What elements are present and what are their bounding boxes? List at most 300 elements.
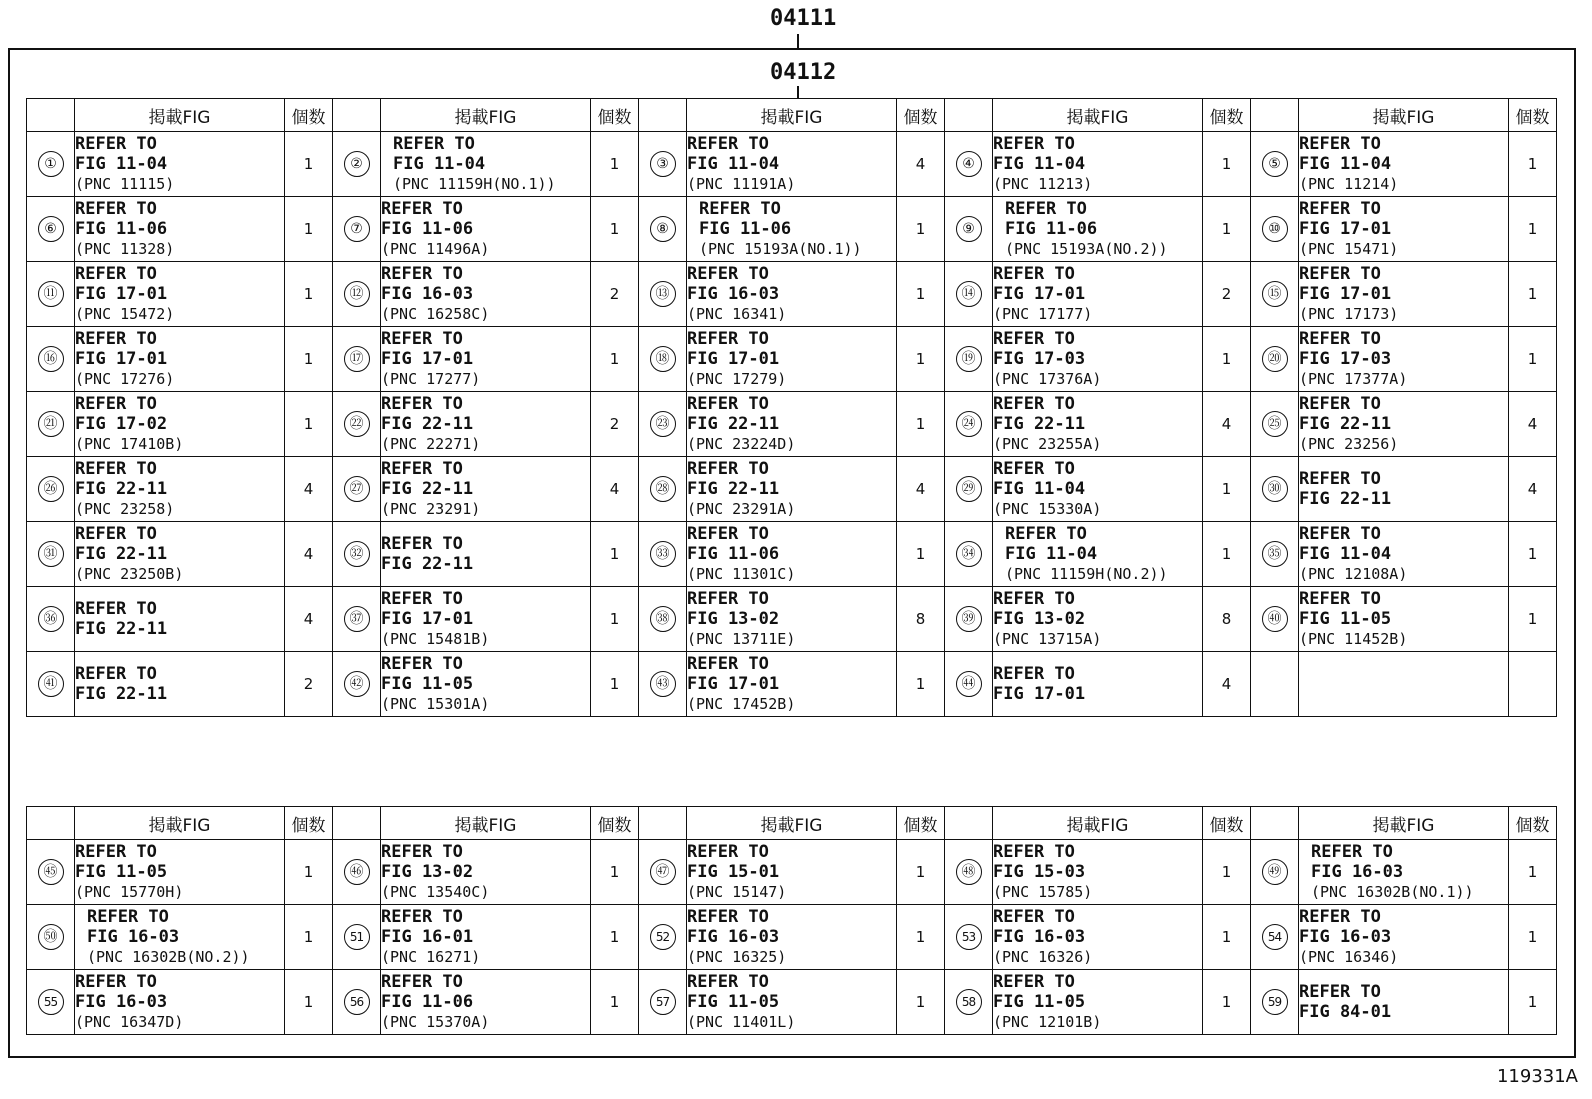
refer-to-label: REFER TO [687,589,769,609]
quantity-cell: 4 [285,587,333,652]
refer-to-label: REFER TO [1299,264,1381,284]
ref-index-cell [333,197,381,262]
pnc-code: (PNC 23256) [1299,435,1399,453]
ref-index-cell [945,587,993,652]
ref-index-cell [639,262,687,327]
quantity-cell: 1 [285,970,333,1035]
ref-number-badge: ⑳ [1262,346,1288,372]
ref-number-badge: ⑭ [956,281,982,307]
ref-fig-cell [687,652,897,717]
ref-index-cell [27,522,75,587]
refer-to-label: REFER TO [381,842,463,862]
ref-index-cell [27,457,75,522]
ref-fig-cell [687,522,897,587]
refer-to-label: REFER TO [1299,329,1381,349]
quantity-cell: 1 [897,652,945,717]
pnc-code: (PNC 15330A) [993,500,1102,518]
ref-index-cell [1251,652,1299,717]
quantity-cell: 1 [1203,970,1251,1035]
ref-number-badge: ㉗ [344,476,370,502]
ref-index-cell [27,970,75,1035]
ref-fig-cell [381,905,591,970]
header-index-cell [27,807,75,840]
fig-number: FIG 11-06 [699,219,792,239]
ref-fig-cell [993,197,1203,262]
fig-number: FIG 15-01 [687,862,780,882]
fig-number: FIG 22-11 [75,479,168,499]
refer-to-label: REFER TO [993,907,1075,927]
refer-to-label: REFER TO [687,329,769,349]
pnc-code: (PNC 11452B) [1299,630,1408,648]
quantity-cell: 1 [897,905,945,970]
pnc-code: (PNC 23291A) [687,500,796,518]
ref-index-cell [27,905,75,970]
refer-to-label: REFER TO [1299,199,1381,219]
table-row [27,840,1557,905]
quantity-cell: 2 [591,392,639,457]
quantity-cell: 1 [897,262,945,327]
quantity-cell: 1 [591,587,639,652]
ref-number-badge: ⑫ [344,281,370,307]
refer-to-label: REFER TO [381,972,463,992]
table-row [27,457,1557,522]
refer-to-label: REFER TO [993,664,1075,684]
ref-index-cell [945,970,993,1035]
header-fig-label: 掲載FIG [993,99,1203,132]
pnc-code: (PNC 11159H(NO.2)) [1005,565,1168,583]
header-index-cell [1251,99,1299,132]
pnc-code: (PNC 16271) [381,948,481,966]
fig-number: FIG 22-11 [381,554,474,574]
header-qty-label: 個数 [897,807,945,840]
ref-number-badge: ⑬ [650,281,676,307]
header-index-cell [333,807,381,840]
ref-number-badge: ⑮ [1262,281,1288,307]
header-fig-label: 掲載FIG [1299,807,1509,840]
quantity-cell: 1 [591,840,639,905]
ref-number-badge: ㊹ [956,671,982,697]
refer-to-label: REFER TO [1299,524,1381,544]
ref-fig-cell [687,457,897,522]
pnc-code: (PNC 11214) [1299,175,1399,193]
refer-to-label: REFER TO [687,394,769,414]
quantity-cell: 4 [591,457,639,522]
refer-to-label: REFER TO [993,589,1075,609]
table-row [27,522,1557,587]
fig-number: FIG 11-04 [393,154,486,174]
fig-number: FIG 16-03 [87,927,180,947]
ref-number-badge: 54 [1262,924,1288,950]
pnc-code: (PNC 17277) [381,370,481,388]
refer-to-label: REFER TO [687,264,769,284]
ref-index-cell [639,327,687,392]
pnc-code: (PNC 13711E) [687,630,796,648]
ref-number-badge: ⑦ [344,216,370,242]
ref-number-badge: 58 [956,989,982,1015]
ref-index-cell [333,522,381,587]
ref-fig-cell [1299,132,1509,197]
quantity-cell: 4 [1203,392,1251,457]
ref-number-badge: ㊽ [956,859,982,885]
table-row [27,905,1557,970]
fig-number: FIG 11-05 [1299,609,1392,629]
table-row [27,262,1557,327]
ref-index-cell [1251,970,1299,1035]
ref-fig-cell [993,840,1203,905]
header-fig-label: 掲載FIG [687,807,897,840]
ref-number-badge: ㊱ [38,606,64,632]
quantity-cell: 4 [897,132,945,197]
quantity-cell [1509,652,1557,717]
fig-number: FIG 16-03 [1299,927,1392,947]
refer-to-label: REFER TO [381,264,463,284]
pnc-code: (PNC 16326) [993,948,1093,966]
header-qty-label: 個数 [1509,807,1557,840]
fig-number: FIG 11-04 [1299,544,1392,564]
quantity-cell: 2 [285,652,333,717]
ref-number-badge: ⑯ [38,346,64,372]
ref-number-badge: ㊷ [344,671,370,697]
quantity-cell: 4 [1203,652,1251,717]
refer-to-label: REFER TO [687,459,769,479]
ref-index-cell [639,652,687,717]
quantity-cell: 2 [591,262,639,327]
ref-fig-cell [75,197,285,262]
refer-to-label: REFER TO [1299,982,1381,1002]
subassembly-leader-line [797,86,799,98]
ref-fig-cell [1299,522,1509,587]
quantity-cell: 1 [1203,327,1251,392]
ref-index-cell [1251,457,1299,522]
ref-fig-cell [1299,327,1509,392]
ref-index-cell [945,197,993,262]
quantity-cell: 4 [285,522,333,587]
pnc-code: (PNC 23224D) [687,435,796,453]
pnc-code: (PNC 17173) [1299,305,1399,323]
ref-index-cell [639,905,687,970]
refer-to-label: REFER TO [381,199,463,219]
fig-number: FIG 11-04 [993,154,1086,174]
ref-fig-cell [687,392,897,457]
fig-number: FIG 13-02 [687,609,780,629]
refer-to-label: REFER TO [687,972,769,992]
ref-index-cell [639,970,687,1035]
refer-to-label: REFER TO [687,524,769,544]
ref-fig-cell [381,522,591,587]
ref-fig-cell [75,970,285,1035]
ref-number-badge: ⑱ [650,346,676,372]
fig-number: FIG 22-11 [381,479,474,499]
ref-index-cell [639,522,687,587]
ref-fig-cell [381,840,591,905]
ref-number-badge: ㉔ [956,411,982,437]
refer-to-label: REFER TO [75,524,157,544]
ref-fig-cell [75,457,285,522]
ref-fig-cell [381,970,591,1035]
fig-number: FIG 84-01 [1299,1002,1392,1022]
ref-number-badge: ㊳ [650,606,676,632]
table-row [27,392,1557,457]
ref-index-cell [1251,197,1299,262]
ref-fig-cell [75,587,285,652]
quantity-cell: 1 [285,132,333,197]
pnc-code: (PNC 11213) [993,175,1093,193]
quantity-cell: 8 [1203,587,1251,652]
fig-number: FIG 17-03 [993,349,1086,369]
ref-fig-cell [381,197,591,262]
ref-index-cell [1251,522,1299,587]
ref-number-badge: ㉖ [38,476,64,502]
ref-fig-cell [687,327,897,392]
quantity-cell: 1 [591,327,639,392]
ref-number-badge: ㊶ [38,671,64,697]
fig-number: FIG 17-01 [1299,219,1392,239]
header-qty-label: 個数 [1203,99,1251,132]
header-index-cell [639,99,687,132]
refer-to-label: REFER TO [75,664,157,684]
fig-number: FIG 11-04 [1005,544,1098,564]
ref-fig-cell [1299,840,1509,905]
ref-number-badge: ㊿ [38,924,64,950]
refer-to-label: REFER TO [1299,134,1381,154]
ref-number-badge: ㉙ [956,476,982,502]
ref-number-badge: ㉚ [1262,476,1288,502]
fig-number: FIG 11-04 [687,154,780,174]
ref-fig-cell [1299,262,1509,327]
quantity-cell: 1 [897,840,945,905]
ref-number-badge: ㉓ [650,411,676,437]
table-row [27,327,1557,392]
fig-number: FIG 22-11 [687,414,780,434]
quantity-cell: 1 [897,970,945,1035]
ref-fig-cell [687,970,897,1035]
ref-number-badge: ㉑ [38,411,64,437]
quantity-cell: 1 [1203,522,1251,587]
pnc-code: (PNC 17452B) [687,695,796,713]
ref-index-cell [1251,905,1299,970]
ref-fig-cell [993,132,1203,197]
pnc-code: (PNC 17377A) [1299,370,1408,388]
ref-number-badge: ⑥ [38,216,64,242]
pnc-code: (PNC 23258) [75,500,175,518]
ref-fig-cell [993,392,1203,457]
pnc-code: (PNC 15147) [687,883,787,901]
ref-index-cell [1251,840,1299,905]
refer-to-label: REFER TO [75,134,157,154]
ref-fig-cell [381,392,591,457]
pnc-code: (PNC 11159H(NO.1)) [393,175,556,193]
fig-number: FIG 11-05 [75,862,168,882]
pnc-code: (PNC 23250B) [75,565,184,583]
header-qty-label: 個数 [285,807,333,840]
pnc-code: (PNC 12108A) [1299,565,1408,583]
refer-to-label: REFER TO [1005,199,1087,219]
refer-to-label: REFER TO [1311,842,1393,862]
ref-index-cell [333,392,381,457]
header-fig-label: 掲載FIG [381,99,591,132]
refer-to-label: REFER TO [87,907,169,927]
fig-number: FIG 22-11 [75,619,168,639]
pnc-code: (PNC 16302B(NO.1)) [1311,883,1474,901]
refer-to-label: REFER TO [75,842,157,862]
fig-number: FIG 16-03 [75,992,168,1012]
refer-to-label: REFER TO [393,134,475,154]
refer-to-label: REFER TO [381,534,463,554]
pnc-code: (PNC 12101B) [993,1013,1102,1031]
pnc-code: (PNC 15770H) [75,883,184,901]
quantity-cell: 1 [1203,132,1251,197]
refer-to-label: REFER TO [687,907,769,927]
fig-number: FIG 16-01 [381,927,474,947]
ref-index-cell [1251,392,1299,457]
ref-number-badge: ㊻ [344,859,370,885]
ref-index-cell [1251,262,1299,327]
header-qty-label: 個数 [285,99,333,132]
ref-fig-cell [993,652,1203,717]
refer-to-label: REFER TO [75,264,157,284]
ref-fig-cell [381,587,591,652]
ref-index-cell [333,327,381,392]
ref-number-badge: ㉒ [344,411,370,437]
pnc-code: (PNC 22271) [381,435,481,453]
quantity-cell: 1 [1203,197,1251,262]
header-qty-label: 個数 [591,99,639,132]
ref-fig-cell [75,840,285,905]
quantity-cell: 1 [285,905,333,970]
ref-fig-cell [993,262,1203,327]
refer-to-label: REFER TO [1005,524,1087,544]
quantity-cell: 1 [591,905,639,970]
ref-fig-cell [381,327,591,392]
table-header-row [27,99,1557,132]
fig-number: FIG 11-04 [993,479,1086,499]
ref-index-cell [945,392,993,457]
assembly-leader-line [797,34,799,48]
ref-number-badge: ㉝ [650,541,676,567]
ref-fig-cell [381,457,591,522]
pnc-code: (PNC 16302B(NO.2)) [87,948,250,966]
ref-index-cell [27,392,75,457]
header-fig-label: 掲載FIG [687,99,897,132]
fig-number: FIG 11-05 [381,674,474,694]
pnc-code: (PNC 16346) [1299,948,1399,966]
ref-fig-cell [75,262,285,327]
ref-fig-cell [993,522,1203,587]
fig-number: FIG 22-11 [75,684,168,704]
header-fig-label: 掲載FIG [381,807,591,840]
ref-number-badge: ㊸ [650,671,676,697]
quantity-cell: 1 [591,522,639,587]
ref-index-cell [945,262,993,327]
ref-index-cell [639,132,687,197]
refer-to-label: REFER TO [381,394,463,414]
ref-fig-cell [993,970,1203,1035]
refer-to-label: REFER TO [381,907,463,927]
header-index-cell [945,807,993,840]
ref-number-badge: ㊲ [344,606,370,632]
ref-index-cell [27,262,75,327]
pnc-code: (PNC 15301A) [381,695,490,713]
quantity-cell: 1 [591,652,639,717]
refer-to-label: REFER TO [1299,589,1381,609]
ref-index-cell [27,327,75,392]
refer-to-label: REFER TO [75,329,157,349]
quantity-cell: 1 [285,327,333,392]
ref-index-cell [333,652,381,717]
ref-number-badge: 51 [344,924,370,950]
header-fig-label: 掲載FIG [1299,99,1509,132]
header-index-cell [639,807,687,840]
fig-number: FIG 11-05 [687,992,780,1012]
ref-index-cell [333,970,381,1035]
fig-number: FIG 16-03 [1311,862,1404,882]
ref-fig-cell [993,327,1203,392]
ref-number-badge: ㊺ [38,859,64,885]
ref-index-cell [27,652,75,717]
refer-to-label: REFER TO [993,134,1075,154]
header-qty-label: 個数 [1509,99,1557,132]
quantity-cell: 1 [1509,132,1557,197]
quantity-cell: 4 [1509,457,1557,522]
pnc-code: (PNC 16347D) [75,1013,184,1031]
quantity-cell: 1 [897,197,945,262]
reference-table-top [26,98,1557,717]
ref-number-badge: ⑨ [956,216,982,242]
quantity-cell: 1 [591,970,639,1035]
header-index-cell [945,99,993,132]
ref-number-badge: 55 [38,989,64,1015]
ref-index-cell [333,587,381,652]
pnc-code: (PNC 15471) [1299,240,1399,258]
ref-number-badge: ㉛ [38,541,64,567]
ref-number-badge: ㊴ [956,606,982,632]
header-fig-label: 掲載FIG [75,99,285,132]
pnc-code: (PNC 11191A) [687,175,796,193]
ref-number-badge: ④ [956,151,982,177]
subassembly-code: 04112 [770,60,837,85]
refer-to-label: REFER TO [75,599,157,619]
quantity-cell: 1 [897,522,945,587]
pnc-code: (PNC 11301C) [687,565,796,583]
fig-number: FIG 11-04 [75,154,168,174]
ref-index-cell [639,457,687,522]
ref-fig-cell [75,132,285,197]
pnc-code: (PNC 16325) [687,948,787,966]
ref-index-cell [639,392,687,457]
ref-number-badge: ㉞ [956,541,982,567]
ref-index-cell [1251,587,1299,652]
ref-number-badge: ① [38,151,64,177]
fig-number: FIG 16-03 [687,927,780,947]
quantity-cell: 1 [285,262,333,327]
ref-number-badge: ⑪ [38,281,64,307]
refer-to-label: REFER TO [1299,469,1381,489]
fig-number: FIG 11-05 [993,992,1086,1012]
pnc-code: (PNC 15472) [75,305,175,323]
fig-number: FIG 17-01 [381,609,474,629]
ref-fig-cell [993,587,1203,652]
quantity-cell: 1 [1509,327,1557,392]
fig-number: FIG 11-06 [381,992,474,1012]
ref-index-cell [1251,327,1299,392]
ref-number-badge: ㊾ [1262,859,1288,885]
ref-fig-cell [1299,905,1509,970]
ref-fig-cell [1299,197,1509,262]
refer-to-label: REFER TO [993,394,1075,414]
ref-index-cell [333,905,381,970]
header-qty-label: 個数 [1203,807,1251,840]
ref-fig-cell [381,652,591,717]
